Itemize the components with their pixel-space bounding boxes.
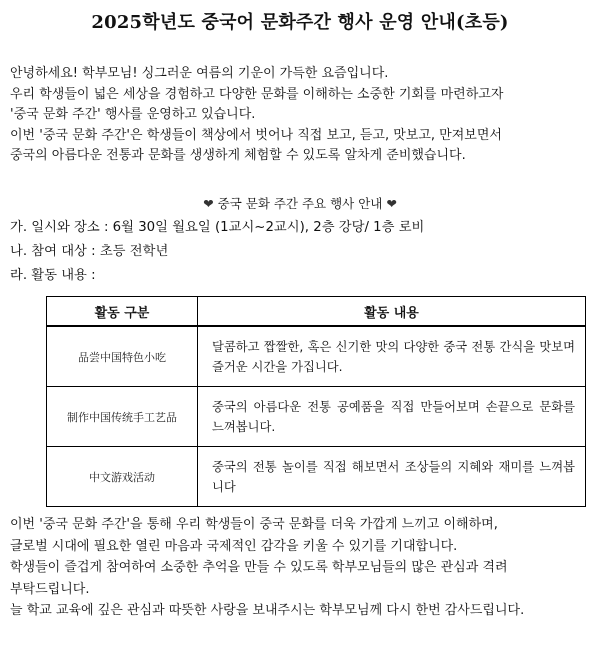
intro-paragraph bbox=[10, 64, 595, 167]
closing-line: 이번 '중국 문화 주간'을 통해 우리 학생들이 중국 문화를 더욱 가깝게 느끼고 이해하며, bbox=[10, 517, 498, 532]
intro-line: '중국 문화 주간' 행사를 운영하고 있습니다. bbox=[10, 107, 256, 123]
event-subheading bbox=[0, 194, 600, 212]
header-category: 활동 구분 bbox=[47, 297, 198, 327]
activity-category: 品尝中国特色小吃 bbox=[47, 326, 198, 387]
subheading-text: 중국 문화 주간 주요 행사 안내 bbox=[213, 196, 387, 211]
closing-line: 늘 학교 교육에 깊은 관심과 따뜻한 사랑을 보내주시는 학부모님께 다시 한번 감사드립니다. bbox=[10, 603, 525, 618]
intro-line: 중국의 아름다운 전통과 문화를 생생하게 체험할 수 있도록 알차게 준비했습니다. bbox=[10, 148, 466, 164]
closing-line: 부탁드립니다. bbox=[10, 581, 90, 597]
intro-line: 이번 '중국 문화 주간'은 학생들이 책상에서 벗어나 직접 보고, 듣고, 맛보고, 만져보면서 bbox=[10, 127, 502, 143]
table-row bbox=[47, 326, 586, 387]
activity-category: 制作中国传统手工艺品 bbox=[47, 387, 198, 447]
closing-line: 글로벌 시대에 필요한 열린 마음과 국제적인 감각을 키울 수 있기를 기대합니다. bbox=[10, 538, 458, 554]
intro-line: 안녕하세요! 학부모님! 싱그러운 여름의 기운이 가득한 요즘입니다. bbox=[10, 66, 389, 81]
detail-item-participants: 나. 참여 대상 : 초등 전학년 bbox=[10, 244, 169, 259]
event-details bbox=[10, 216, 424, 288]
table-row bbox=[47, 447, 586, 507]
activity-content: 중국의 아름다운 전통 공예품을 직접 만들어보며 손끝으로 문화를 느껴봅니다. bbox=[198, 387, 586, 447]
table-header-row bbox=[47, 297, 586, 327]
heart-icon: ❤ bbox=[203, 196, 214, 211]
table-row bbox=[47, 387, 586, 447]
intro-line: 우리 학생들이 넓은 세상을 경험하고 다양한 문화를 이해하는 소중한 기회를 마련하고자 bbox=[10, 86, 504, 102]
header-content: 활동 내용 bbox=[198, 297, 586, 327]
closing-line: 학생들이 즐겁게 참여하여 소중한 추억을 만들 수 있도록 학부모님들의 많은 관심과 격려 bbox=[10, 560, 508, 575]
heart-icon: ❤ bbox=[386, 196, 397, 211]
activity-category: 中文游戏活动 bbox=[47, 447, 198, 507]
closing-paragraph bbox=[10, 514, 595, 622]
activity-content: 달콤하고 짭짤한, 혹은 신기한 맛의 다양한 중국 전통 간식을 맛보며 즐거운 시간을 가집니다. bbox=[198, 326, 586, 387]
activity-content: 중국의 전통 놀이를 직접 해보면서 조상들의 지혜와 재미를 느껴봅니다 bbox=[198, 447, 586, 507]
detail-item-schedule: 가. 일시와 장소 : 6월 30일 월요일 (1교시~2교시), 2층 강당/ 1층 로비 bbox=[10, 220, 425, 235]
activity-table bbox=[46, 296, 586, 507]
page-title: 2025학년도 중국어 문화주간 행사 운영 안내(초등) bbox=[91, 12, 509, 33]
detail-item-activities: 라. 활동 내용 : bbox=[10, 268, 96, 283]
